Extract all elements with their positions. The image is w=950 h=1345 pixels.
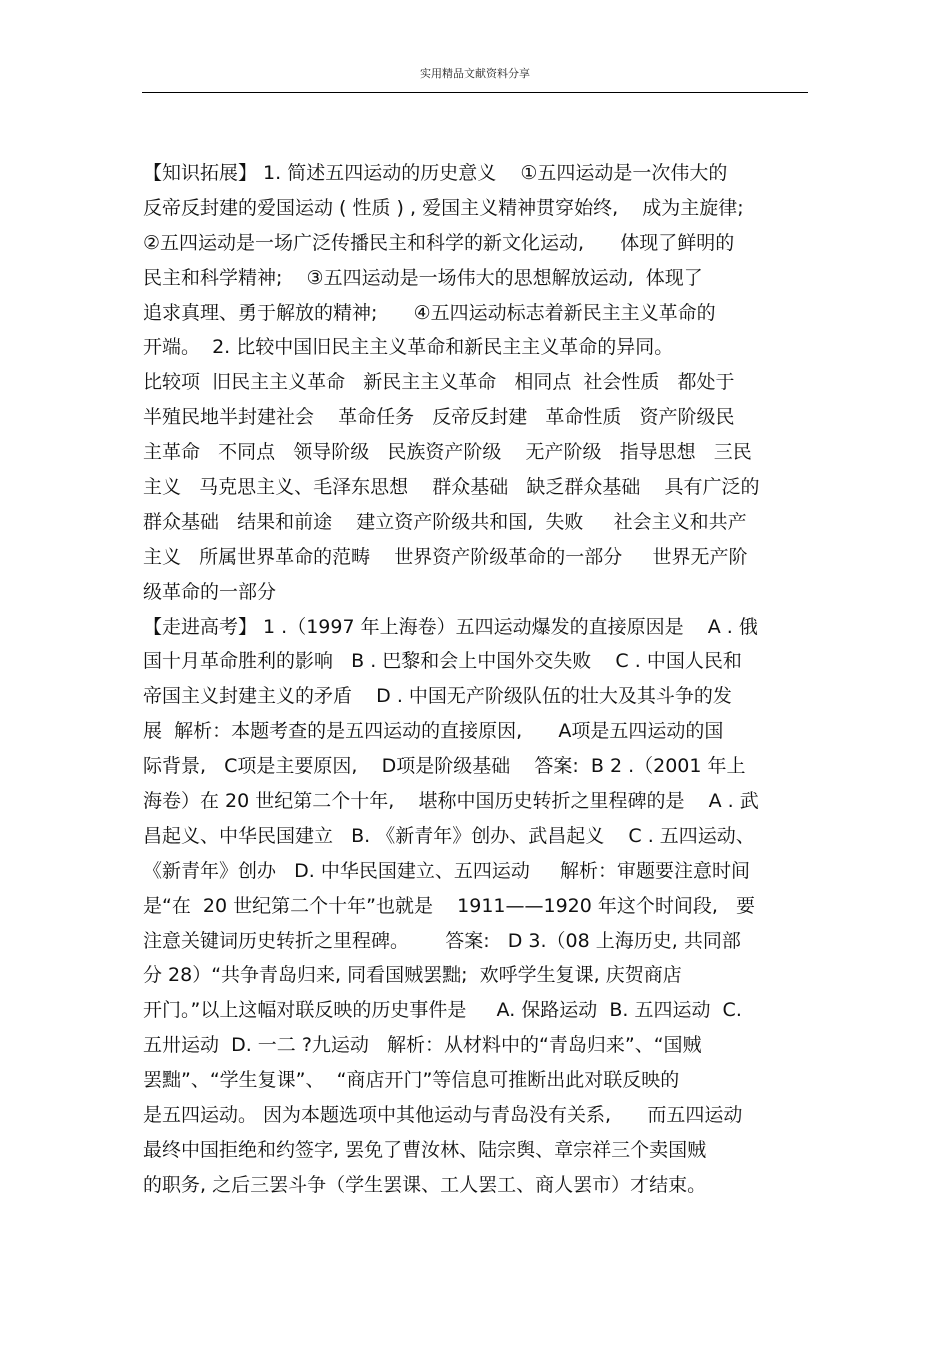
body-line: 昌起义、中华民国建立 B. 《新青年》创办、武昌起义 C . 五四运动、 <box>143 824 755 847</box>
body-line: 主义 所属世界革命的范畴 世界资产阶级革命的一部分 世界无产阶 <box>143 545 748 568</box>
body-line: 是五四运动。 因为本题选项中其他运动与青岛没有关系, 而五四运动 <box>143 1104 743 1127</box>
body-line: 最终中国拒绝和约签字, 罢免了曹汝林、陆宗舆、章宗祥三个卖国贼 <box>143 1138 707 1161</box>
body-line: 是“在 20 世纪第二个十年”也就是 1911——1920 年这个时间段, 要 <box>143 894 756 917</box>
document-body <box>143 156 818 1203</box>
body-line: 帝国主义封建主义的矛盾 D . 中国无产阶级队伍的壮大及其斗争的发 <box>143 685 732 708</box>
body-line: 分 28）“共争青岛归来, 同看国贼罢黜; 欢呼学生复课, 庆贺商店 <box>143 964 682 987</box>
body-line: 展 解析：本题考查的是五四运动的直接原因, A项是五四运动的国 <box>143 720 724 743</box>
body-line: ②五四运动是一场广泛传播民主和科学的新文化运动, 体现了鲜明的 <box>143 231 735 254</box>
body-line: 半殖民地半封建社会 革命任务 反帝反封建 革命性质 资产阶级民 <box>143 406 735 429</box>
body-line: 的职务, 之后三罢斗争（学生罢课、工人罢工、商人罢市）才结束。 <box>143 1173 707 1196</box>
body-line: 海卷）在 20 世纪第二个十年, 堪称中国历史转折之里程碑的是 A . 武 <box>143 790 759 813</box>
body-line: 际背景, C项是主要原因, D项是阶级基础 答案: B 2 .（2001 年上 <box>143 755 746 778</box>
body-line: 主义 马克思主义、毛泽东思想 群众基础 缺乏群众基础 具有广泛的 <box>143 476 760 499</box>
body-line: 开门。”以上这幅对联反映的历史事件是 A. 保路运动 B. 五四运动 C. <box>143 999 742 1022</box>
body-line: 开端。 2. 比较中国旧民主主义革命和新民主主义革命的异同。 <box>143 336 674 359</box>
header-title: 实用精品文献资料分享 <box>420 67 530 80</box>
body-line: 国十月革命胜利的影响 B . 巴黎和会上中国外交失败 C . 中国人民和 <box>143 650 742 673</box>
body-line: 【知识拓展】 1. 简述五四运动的历史意义 ①五四运动是一次伟大的 <box>143 162 728 184</box>
body-line: 群众基础 结果和前途 建立资产阶级共和国, 失败 社会主义和共产 <box>143 510 747 533</box>
body-line: 【走进高考】 1 .（1997 年上海卷）五四运动爆发的直接原因是 A . 俄 <box>143 615 758 638</box>
body-line: 追求真理、勇于解放的精神; ④五四运动标志着新民主主义革命的 <box>143 301 716 324</box>
body-line: 主革命 不同点 领导阶级 民族资产阶级 无产阶级 指导思想 三民 <box>143 441 752 464</box>
body-line: 注意关键词历史转折之里程碑。 答案: D 3.（08 上海历史, 共同部 <box>143 929 741 952</box>
body-line: 比较项 旧民主主义革命 新民主主义革命 相同点 社会性质 都处于 <box>143 371 735 394</box>
page-header <box>142 62 808 93</box>
body-line: 民主和科学精神; ③五四运动是一场伟大的思想解放运动, 体现了 <box>143 266 703 289</box>
body-line: 反帝反封建的爱国运动 ( 性质 ) , 爱国主义精神贯穿始终, 成为主旋律; <box>143 196 744 219</box>
body-line: 罢黜”、“学生复课”、 “商店开门”等信息可推断出此对联反映的 <box>143 1069 680 1092</box>
body-line: 级革命的一部分 <box>143 580 277 603</box>
body-line: 《新青年》创办 D. 中华民国建立、五四运动 解析：审题要注意时间 <box>143 859 751 882</box>
body-line: 五卅运动 D. 一二 ?九运动 解析：从材料中的“青岛归来”、“国贼 <box>143 1034 702 1057</box>
